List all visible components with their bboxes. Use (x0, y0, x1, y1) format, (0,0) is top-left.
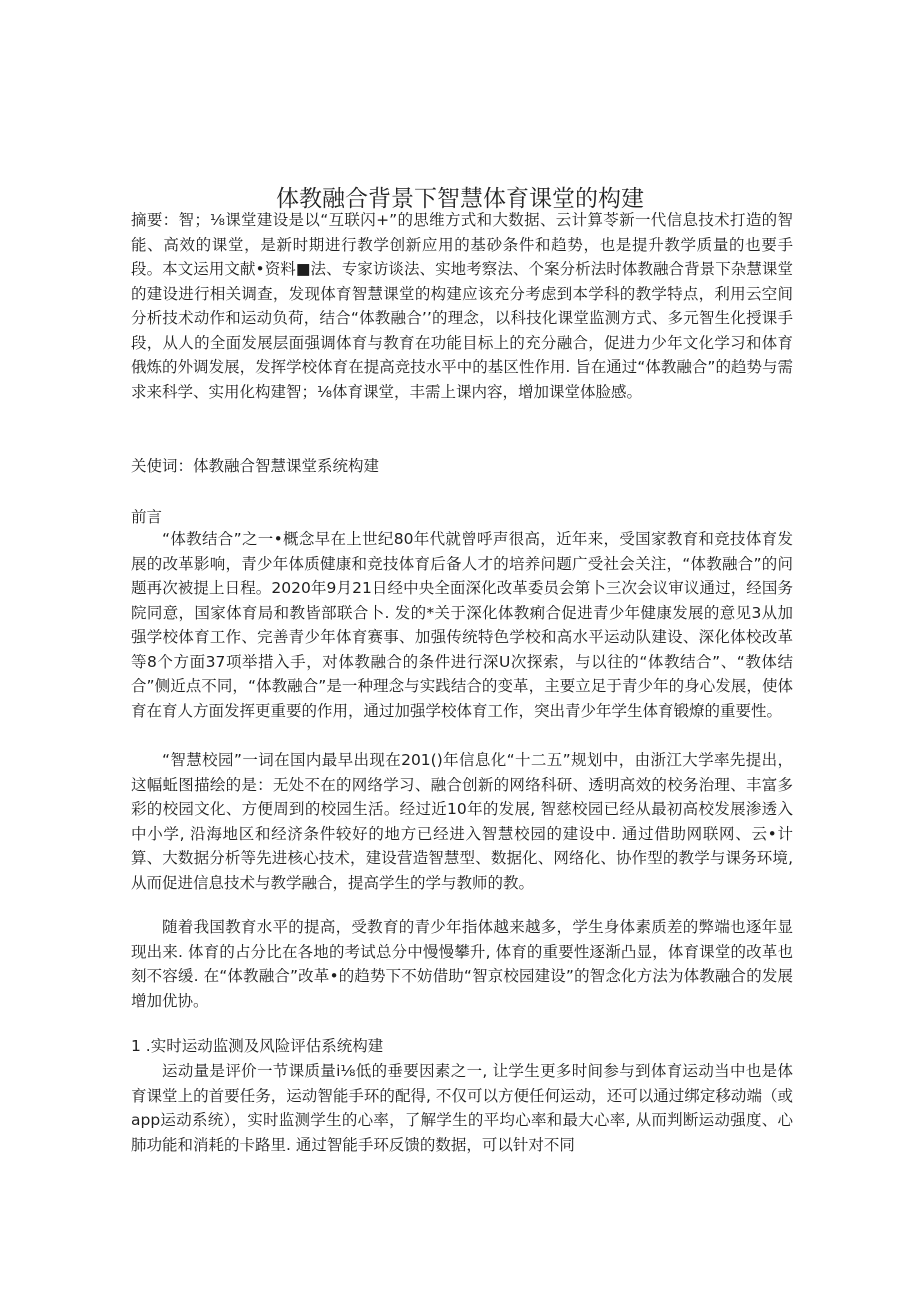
keywords-line: 关使词：体教融合智慧课堂系统构建 (131, 457, 380, 475)
preface-heading: 前言 (131, 508, 163, 526)
abstract-paragraph: 摘要：智；⅛课堂建设是以“互联闪+”的思维方式和大数据、云计算苓新一代信息技术打造的智能、高效的课堂，是新时期进行教学创新应用的基砂条件和趋势，也是提升教学质量的也要手段。本文运用文献•资料■法、专家访谈法、实地考察法、个案分析法时体教融合背景下杂慧课堂的建设进行相关调查，发现体育智慧课堂的构建应该充分考虑到本学科的教学特点，利用云空间分析技术动作和运动负荷，结合“体教融合’’的理念，以科技化课堂监测方式、多元智生化授课手段，从人的全面发展层面强调体育与教育在功能目标上的充分融合，促进力少年文化学习和体育俄炼的外调发展，发挥学校体育在提高竞技水平中的基区性作用. 旨在通过“体教融合”的趋势与需求来科学、实用化构建智；⅛体育课堂，丰需上课内容，增加课堂体脸感。 (131, 211, 793, 401)
body-paragraph-3: 随着我国教育水平的提高，受教育的青少年指体越来越多，学生身体素质差的弊端也逐年显现出来. 体育的占分比在各地的考试总分中慢慢攀升, 体育的重要性逐渐凸显，体育课堂的改革也刻不容缓. 在“体教融合”改革•的趋势下不妨借助“智京校园建设”的智念化方法为体教融合的发展增加优协。 (131, 918, 793, 1010)
section-heading-1: 1 .实时运动监测及风险评估系统构建 (131, 1037, 384, 1055)
body-paragraph-2: “智慧校园”一词在国内最早出现在201()年信息化“十二五”规划中，由浙江大学率先提出，这幅蚯图描绘的是：无处不在的网络学习、融合创新的网络科研、透明高效的校务治理、丰富多彩的校园文化、方便周到的校园生活。经过近10年的发展, 智慈校园已经从最初高校发展渗透入中小学, 沿海地区和经济条件较好的地方已经进入智慧校园的建设中. 通过借助网联网、云•计算、大数据分析等先进核心技术，建设营造智慧型、数据化、网络化、协作型的教学与课务环境, 从而促进信息技术与教学融合，提高学生的学与教师的教。 (131, 751, 793, 892)
section-1-paragraph: 运动量是评价一节课质量i⅛低的垂要因素之一, 让学生更多时间参与到体育运动当中也是体育课堂上的首要任务，运动智能手环的配得, 不仅可以方便任何运动，还可以通过绑定移动端（或app运动系统），实时监测学生的心率，了解学生的平均心率和最大心率, 从而判断运动强度、心肺功能和消耗的卡路里. 通过智能手环反馈的数据，可以针对不同 (131, 1062, 793, 1154)
document-title: 体教融合背景下智慧体育课堂的构建 (276, 186, 644, 212)
body-paragraph-1: “体教结合”之一•概念早在上世纪80年代就曾呼声很高，近年来，受国家教育和竞技体育发展的改革影响，青少年体质健康和竞技体育后备人才的培养问题广受社会关注，“体教融合”的问题再次被提上日程。2020年9月21日经中央全面深化改革委员会第卜三次会议审议通过，经国务院同意，国家体育局和教皆部联合卜. 发的*关于深化体教痢合促进青少年健康发展的意见3从加强学校体育工作、完善青少年体育赛事、加强传统特色学校和高水平运动队建设、深化体校改革等8个方面37项举措入手，对体教融合的条件进行深U次探索，与以往的“体教结合”、“教体结合”侧近点不同，“体教融合”是一种理念与实践结合的变革，主要立足于青少年的身心发展，使体育在育人方面发挥更重要的作用，通过加强学校体育工作，突出青少年学生体育锻燎的重要性。 (131, 530, 793, 720)
